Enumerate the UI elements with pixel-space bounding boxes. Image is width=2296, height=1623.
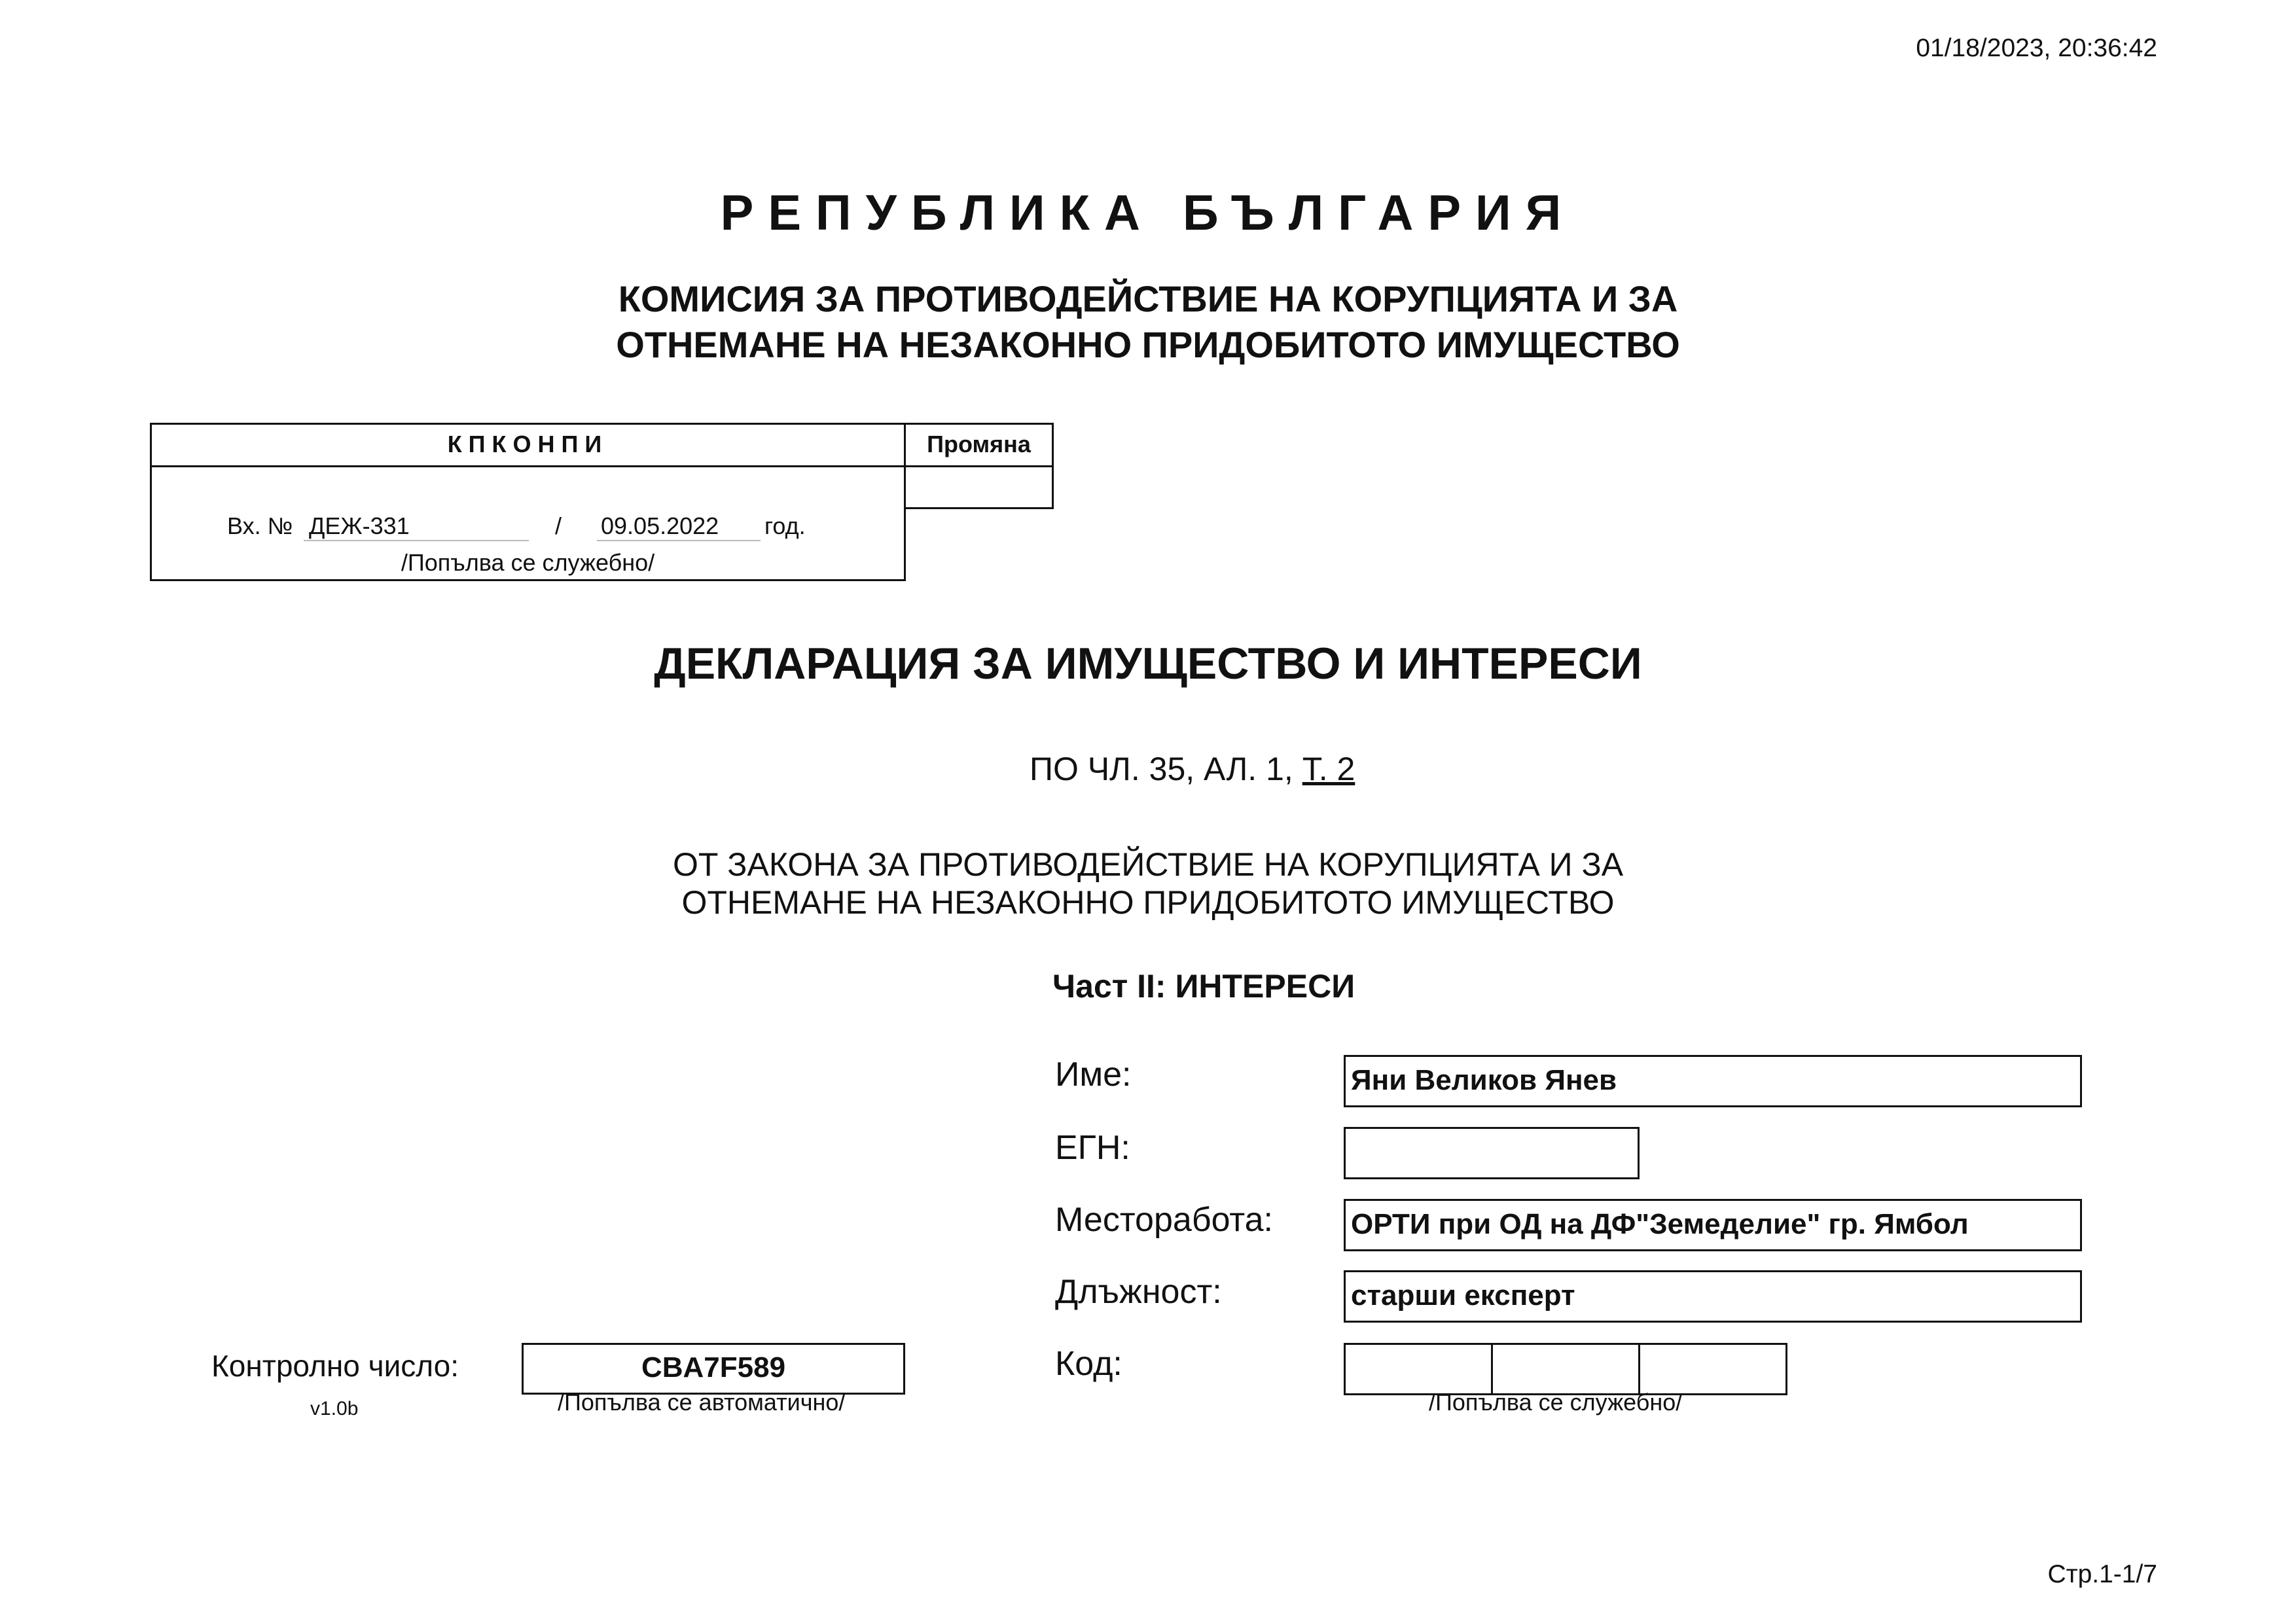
change-box <box>904 423 1054 509</box>
registration-header: КПКОНПИ <box>152 425 904 467</box>
declaration-title: ДЕКЛАРАЦИЯ ЗА ИМУЩЕСТВО И ИНТЕРЕСИ <box>654 639 1642 688</box>
position-field[interactable]: старши експерт <box>1344 1270 2082 1323</box>
position-label: Длъжност: <box>1055 1273 1222 1311</box>
workplace-label: Месторабота: <box>1055 1201 1273 1239</box>
workplace-field[interactable]: ОРТИ при ОД на ДФ"Земеделие" гр. Ямбол <box>1344 1199 2082 1251</box>
egn-label: ЕГН: <box>1055 1129 1130 1167</box>
control-number-label: Контролно число: <box>211 1349 459 1383</box>
declaration-article <box>1030 750 1355 788</box>
declaration-law <box>0 846 2296 921</box>
page-number: Стр.1-1/7 <box>2047 1560 2157 1588</box>
control-number-field: CBA7F589 <box>522 1343 905 1395</box>
commission-line-1: КОМИСИЯ ЗА ПРОТИВОДЕЙСТВИЕ НА КОРУПЦИЯТА И ЗА <box>618 278 1678 319</box>
code-label: Код: <box>1055 1345 1122 1383</box>
version-label: v1.0b <box>310 1398 359 1419</box>
code-note: /Попълва се служебно/ <box>1429 1389 1683 1416</box>
law-line-2: ОТНЕМАНЕ НА НЕЗАКОННО ПРИДОБИТОТО ИМУЩЕСТВО <box>681 884 1615 921</box>
article-prefix: ПО ЧЛ. 35, АЛ. 1, <box>1030 751 1302 787</box>
name-label: Име: <box>1055 1056 1132 1094</box>
code-cell-3[interactable] <box>1638 1343 1787 1395</box>
registration-note: /Попълва се служебно/ <box>401 549 655 576</box>
commission-line-2: ОТНЕМАНЕ НА НЕЗАКОННО ПРИДОБИТОТО ИМУЩЕСТВО <box>616 324 1680 365</box>
code-cell-1[interactable] <box>1344 1343 1493 1395</box>
part-title: Част II: ИНТЕРЕСИ <box>1052 968 1355 1005</box>
registration-year-suffix: год. <box>764 512 806 539</box>
registration-number-field[interactable]: ДЕЖ-331 <box>304 512 529 541</box>
name-field[interactable]: Яни Великов Янев <box>1344 1055 2082 1107</box>
article-point: Т. 2 <box>1302 751 1355 787</box>
registration-date-field[interactable]: 09.05.2022 <box>597 512 761 541</box>
commission-heading <box>0 276 2296 368</box>
timestamp: 01/18/2023, 20:36:42 <box>1916 34 2157 62</box>
registration-prefix: Вх. № <box>227 512 293 539</box>
change-field[interactable] <box>906 465 1052 507</box>
republic-heading: РЕПУБЛИКА БЪЛГАРИЯ <box>720 185 1576 241</box>
registration-box <box>150 423 906 581</box>
code-cell-2[interactable] <box>1491 1343 1640 1395</box>
law-line-1: ОТ ЗАКОНА ЗА ПРОТИВОДЕЙСТВИЕ НА КОРУПЦИЯТА И ЗА <box>672 846 1624 883</box>
egn-field[interactable] <box>1344 1127 1640 1179</box>
registration-slash: / <box>555 512 562 539</box>
change-header: Промяна <box>906 425 1052 467</box>
control-number-note: /Попълва се автоматично/ <box>558 1389 846 1416</box>
